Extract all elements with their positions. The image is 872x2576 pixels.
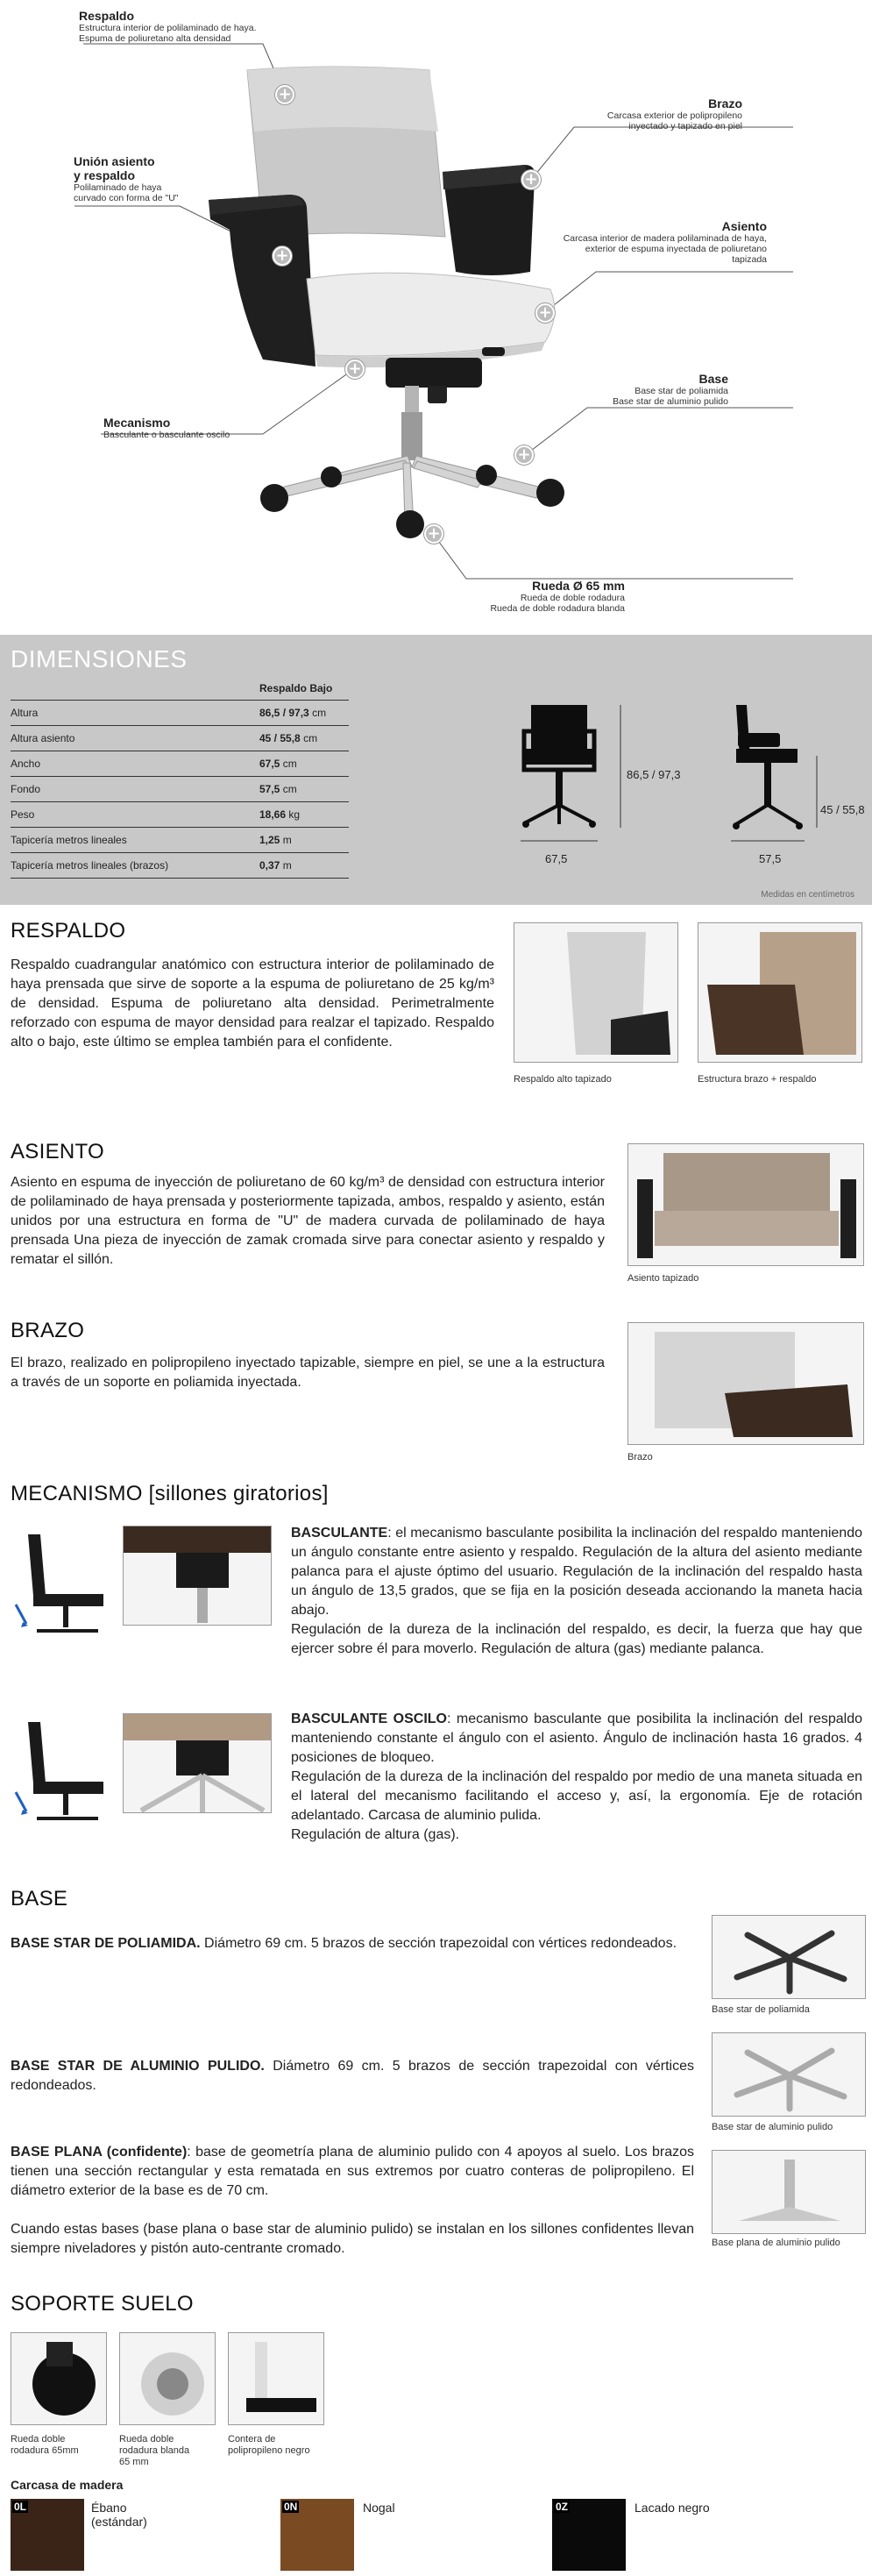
mecanismo-title: MECANISMO [sillones giratorios] (11, 1482, 329, 1505)
callout-line: Carcasa interior de madera polilaminada de haya, (563, 233, 767, 244)
dimension-row (11, 853, 349, 879)
dimension-label: Altura asiento (11, 726, 259, 751)
dimension-label: Ancho (11, 751, 259, 777)
soporte-title: SOPORTE SUELO (11, 2292, 194, 2316)
dimension-value: 0,37 (259, 859, 280, 872)
base-poliamida-description: Diámetro 69 cm. 5 brazos de sección trapezoidal con vértices redondeados. (200, 1936, 677, 1951)
rueda-blanda-photo (119, 2332, 216, 2425)
swatch-name: Ébano (91, 2501, 127, 2515)
callout-line: Basculante o basculante oscilo (103, 430, 230, 440)
dimensions-table (11, 677, 349, 879)
basculante-oscilo-description: : mecanismo basculante que posibilita la inclinación del respaldo manteniendo constante el ángulo con el asiento. Ángulo de inclinación hasta 16 grados. 4 posiciones de bloqueo. (291, 1711, 863, 1765)
dimension-label: Peso (11, 802, 259, 828)
chair-anatomy (0, 0, 872, 631)
callout-line: Base star de poliamida (635, 386, 728, 396)
callout-base (613, 372, 728, 407)
respaldo-text: Respaldo cuadrangular anatómico con estructura interior de polilaminado de haya prensada que sirve de soporte a la espuma de poliuretano de 25 kg/m³ de densidad. Espuma de poliuretano alta densidad. Perimetralmente reforzado con espuma de mayor densidad para realzar el tapizado. Respaldo alto o bajo, este último se emplea también para el confidente. (11, 957, 494, 1050)
base-plus-icon[interactable]: + (514, 445, 534, 465)
callout-line: inyectado y tapizado en piel (628, 121, 742, 132)
callout-line: Carcasa exterior de polipropileno (606, 110, 742, 121)
dimension-value: 57,5 (259, 783, 280, 795)
dimension-value-cell (259, 828, 349, 853)
rueda-doble-photo (11, 2332, 107, 2425)
dimension-label: Altura (11, 701, 259, 726)
respaldo-plus-icon[interactable]: + (275, 85, 294, 104)
swatch-code: 0L (14, 2501, 27, 2513)
callout-title: Respaldo (79, 9, 135, 23)
base-aluminio-photo (712, 2032, 866, 2117)
callout-line: Base star de aluminio pulido (613, 396, 728, 407)
dimension-value-cell (259, 802, 349, 828)
basculante-oscilo-text (291, 1710, 862, 1845)
base-note: Cuando estas bases (base plana o base star de aluminio pulido) se instalan en los sillones confidentes llevan siempre niveladores y pistón auto-centrante cromado. (11, 2222, 694, 2256)
dimension-value-cell (259, 751, 349, 777)
dimension-row (11, 751, 349, 777)
soporte-caption-1 (11, 2434, 79, 2457)
dimension-row (11, 777, 349, 802)
carcasa-title: Carcasa de madera (11, 2478, 124, 2492)
dimension-unit: m (282, 834, 292, 846)
callout-title: Rueda Ø 65 mm (532, 579, 625, 593)
callout-line: Rueda de doble rodadura (520, 593, 625, 603)
dimension-unit: m (282, 859, 292, 872)
callout-line: Rueda de doble rodadura blanda (490, 603, 625, 614)
brazo-text: El brazo, realizado en polipropileno inyectado tapizable, siempre en piel, se une a la estructura a través de un soporte en poliamida inyectada. (11, 1356, 605, 1390)
swatch-code: 0Z (556, 2501, 569, 2513)
front-view-drawing (521, 705, 620, 841)
dimension-row (11, 701, 349, 726)
callout-line: curvado con forma de "U" (74, 193, 179, 203)
swatch-label-ebano (91, 2501, 147, 2529)
mecanismo-plus-icon[interactable]: + (345, 359, 365, 379)
respaldo-alto-photo (514, 922, 678, 1063)
base-poliamida-photo (712, 1915, 866, 1999)
dimension-value: 86,5 / 97,3 (259, 707, 309, 719)
swatch-label-lacado: Lacado negro (635, 2501, 710, 2515)
brazo-photo (627, 1322, 864, 1445)
swatch-label-nogal: Nogal (363, 2501, 395, 2515)
basculante-oscilo-photo (123, 1713, 272, 1813)
brazo-title: BRAZO (11, 1319, 85, 1342)
dimension-row (11, 802, 349, 828)
soporte-caption-line: rodadura blanda (119, 2445, 190, 2456)
respaldo-title: RESPALDO (11, 919, 126, 943)
asiento-caption: Asiento tapizado (627, 1273, 699, 1284)
callout-title: Unión asiento (74, 154, 155, 168)
dimension-row (11, 726, 349, 751)
soporte-caption-line: rodadura 65mm (11, 2445, 79, 2456)
dimensions-title: DIMENSIONES (11, 645, 188, 672)
dimensions-column-header: Respaldo Bajo (11, 677, 349, 701)
base-plana-photo (712, 2150, 866, 2234)
soporte-caption-2 (119, 2434, 189, 2468)
dimension-value: 18,66 (259, 808, 287, 821)
callout-mecanismo (103, 416, 230, 440)
side-height-label: 45 / 55,8 (820, 803, 865, 816)
basculante-oscilo-label: BASCULANTE OSCILO (291, 1711, 447, 1726)
soporte-caption-line: Contera de (228, 2434, 276, 2444)
basculante-photo (123, 1526, 272, 1626)
swatch-code: 0N (284, 2501, 298, 2513)
base-plana-label: BASE PLANA (confidente) (11, 2145, 188, 2160)
dimension-value-cell (259, 726, 349, 751)
base-caption-1: Base star de poliamida (712, 2004, 810, 2015)
swatch-nogal[interactable] (280, 2499, 354, 2571)
callout-title: Mecanismo (103, 416, 171, 430)
front-height-label: 86,5 / 97,3 (627, 768, 681, 781)
dimension-value-cell (259, 853, 349, 879)
callout-title: Brazo (708, 96, 742, 110)
side-view-drawing (731, 705, 817, 841)
dimension-drawings (517, 696, 868, 898)
callout-line: exterior de espuma inyectada de poliuretano (585, 244, 767, 254)
callout-title: Base (698, 372, 728, 386)
base-plana-description: : base de geometría plana de aluminio pulido con 4 apoyos al suelo. Los brazos tienen una sección rectangular y esta rematada en sus extremos por cuatro conteras de polipropileno. El diámetro exterior de la base es de 70 cm. (11, 2145, 695, 2198)
basculante-oscilo-diagram (11, 1713, 114, 1827)
basculante-diagram (11, 1526, 114, 1640)
base-aluminio-description: Diámetro 69 cm. 5 brazos de sección trapezoidal con vértices redondeados. (11, 2059, 695, 2093)
asiento-photo (627, 1143, 864, 1266)
soporte-caption-3 (228, 2434, 310, 2457)
callout-line: Estructura interior de polilaminado de haya. (79, 23, 257, 33)
asiento-text: Asiento en espuma de inyección de poliuretano de 60 kg/m³ de densidad con estructura interior de polilaminado de haya prensada y posteriormente tapizada, ambos, respaldo y asiento, están unidos por una estructura en forma de "U" de madera curvada de polilaminado de haya prensada Una pieza de inyección de zamak cromada sirve para conectar asiento y respaldo y rematar el sillón. (11, 1175, 605, 1267)
respaldo-caption-2: Estructura brazo + respaldo (698, 1074, 817, 1085)
base-caption-3: Base plana de aluminio pulido (712, 2238, 840, 2248)
estructura-brazo-photo (698, 922, 862, 1063)
dimension-label: Tapicería metros lineales (11, 828, 259, 853)
basculante-description: : el mecanismo basculante posibilita la inclinación del respaldo manteniendo un ángulo constante entre asiento y respaldo. Regulación de la altura del asiento mediante palanca para el ajuste óptimo del usuario. Regulación de la inclinación del respaldo hasta un ángulo de 13,5 grados, que se fija en la posición deseada accionando la maneta hacia abajo. (291, 1526, 862, 1618)
dimension-value-cell (259, 701, 349, 726)
callout-respaldo (79, 9, 257, 44)
rueda-plus-icon[interactable]: + (424, 524, 443, 544)
base-plana-text (11, 2143, 694, 2201)
callout-rueda (490, 579, 625, 614)
basculante-oscilo-description-3: Regulación de altura (gas). (291, 1827, 460, 1842)
asiento-plus-icon[interactable]: + (535, 303, 555, 323)
side-depth-label: 57,5 (759, 852, 782, 865)
swatch-name-detail: (estándar) (91, 2515, 147, 2529)
dimension-label: Tapicería metros lineales (brazos) (11, 853, 259, 879)
dimensions-note: Medidas en centímetros (761, 890, 854, 900)
base-poliamida-text (11, 1934, 694, 1953)
basculante-label: BASCULANTE (291, 1526, 388, 1541)
base-title: BASE (11, 1887, 68, 1911)
dimension-value-cell (259, 777, 349, 802)
brazo-caption: Brazo (627, 1452, 653, 1462)
front-width-label: 67,5 (545, 852, 568, 865)
dimension-unit: cm (282, 783, 297, 795)
base-poliamida-label: BASE STAR DE POLIAMIDA. (11, 1936, 201, 1951)
contera-photo (228, 2332, 324, 2425)
respaldo-caption-1: Respaldo alto tapizado (514, 1074, 612, 1085)
swatch-ebano[interactable] (11, 2499, 84, 2571)
basculante-description-2: Regulación de la dureza de la inclinación del respaldo, es decir, la fuerza que hay que ejercer sobre él para moverlo. Regulación de altura (gas) mediante palanca. (291, 1622, 862, 1656)
callout-line: tapizada (732, 254, 767, 265)
dimension-value: 1,25 (259, 834, 280, 846)
asiento-title: ASIENTO (11, 1140, 105, 1163)
basculante-oscilo-description-2: Regulación de la dureza de la inclinación del respaldo por medio de una maneta situada en el lateral del mecanismo facilitando el acceso y, así, la ergonomía. Eje de rotación adelantado. Carcasa de aluminio pulida. (291, 1769, 862, 1823)
base-caption-2: Base star de aluminio pulido (712, 2122, 833, 2132)
callout-brazo (607, 96, 742, 132)
dimension-row (11, 828, 349, 853)
callout-union (74, 154, 179, 203)
soporte-caption-line: 65 mm (119, 2457, 149, 2467)
base-aluminio-text (11, 2057, 694, 2096)
basculante-text (291, 1524, 862, 1659)
dimensions-panel (0, 635, 872, 905)
dimension-label: Fondo (11, 777, 259, 802)
union-plus-icon[interactable]: + (273, 246, 292, 266)
callout-title: y respaldo (74, 168, 136, 182)
dimension-unit: kg (288, 808, 301, 821)
dimension-unit: cm (282, 758, 297, 770)
callout-line: Espuma de poliuretano alta densidad (79, 33, 231, 44)
soporte-caption-line: Rueda doble (119, 2434, 174, 2444)
soporte-caption-line: Rueda doble (11, 2434, 66, 2444)
callout-line: Polilaminado de haya (74, 182, 162, 193)
soporte-caption-line: polipropileno negro (228, 2445, 310, 2456)
callout-asiento (564, 219, 767, 265)
swatch-lacado-negro[interactable] (552, 2499, 626, 2571)
dimension-unit: cm (312, 707, 327, 719)
base-aluminio-label: BASE STAR DE ALUMINIO PULIDO. (11, 2059, 265, 2074)
brazo-plus-icon[interactable]: + (521, 170, 541, 189)
dimension-value: 45 / 55,8 (259, 732, 301, 744)
dimension-value: 67,5 (259, 758, 280, 770)
callout-title: Asiento (721, 219, 767, 233)
dimension-unit: cm (303, 732, 318, 744)
